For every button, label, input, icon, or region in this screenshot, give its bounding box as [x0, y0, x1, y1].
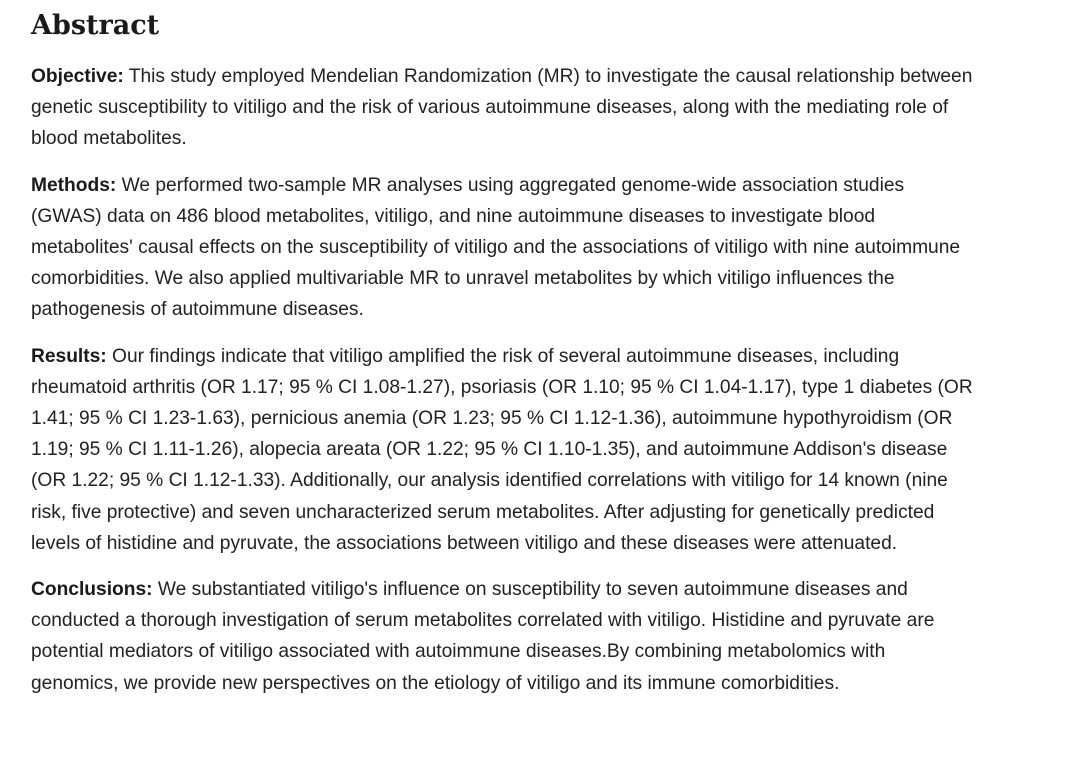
- methods-text: We performed two-sample MR analyses using aggregated genome-wide association studies (GWAS) data on 486 blood metabolites, vitiligo, and nine autoimmune diseases to investigate blood metabolites' causal effects on the susceptibility of vitiligo and the associations of vitiligo with nine autoimmune comorbidities. We also applied multivariable MR to unravel metabolites by which vitiligo influences the pathogenesis of autoimmune diseases.: [31, 174, 961, 321]
- conclusions-text: We substantiated vitiligo's influence on susceptibility to seven autoimmune diseases and conducted a thorough investigation of serum metabolites correlated with vitiligo. Histidine and pyruvate are potential mediators of vitiligo associated with autoimmune diseases.By combining metabolomics with genomics, we provide new perspectives on the etiology of vitiligo and its immune comorbidities.: [31, 579, 935, 694]
- methods-label: Methods:: [31, 174, 117, 196]
- results-text: Our findings indicate that vitiligo amplified the risk of several autoimmune diseases, including rheumatoid arthritis (OR 1.17; 95 % CI 1.08-1.27), psoriasis (OR 1.10; 95 % CI 1.04-1.17), type 1 diabetes (OR 1.41; 95 % CI 1.23-1.63), pernicious anemia (OR 1.23; 95 % CI 1.12-1.36), autoimmune hypothyroidism (OR 1.19; 95 % CI 1.11-1.26), alopecia areata (OR 1.22; 95 % CI 1.10-1.35), and autoimmune Addison's disease (OR 1.22; 95 % CI 1.12-1.33). Additionally, our analysis identified correlations with vitiligo for 14 known (nine risk, five protective) and seven uncharacterized serum metabolites. After adjusting for genetically predicted levels of histidine and pyruvate, the associations between vitiligo and these diseases were attenuated.: [31, 345, 973, 554]
- methods-paragraph: [31, 170, 976, 326]
- objective-paragraph: [31, 61, 976, 155]
- conclusions-paragraph: [31, 574, 976, 699]
- objective-label: Objective:: [31, 66, 124, 87]
- results-paragraph: [31, 341, 976, 559]
- results-label: Results:: [31, 345, 107, 367]
- abstract-heading: Abstract: [31, 10, 160, 41]
- conclusions-label: Conclusions:: [31, 579, 153, 601]
- abstract-section: [31, 6, 976, 714]
- objective-text: This study employed Mendelian Randomization (MR) to investigate the causal relationship between genetic susceptibility to vitiligo and the risk of various autoimmune diseases, along with the mediating role of blood metabolites.: [31, 66, 973, 150]
